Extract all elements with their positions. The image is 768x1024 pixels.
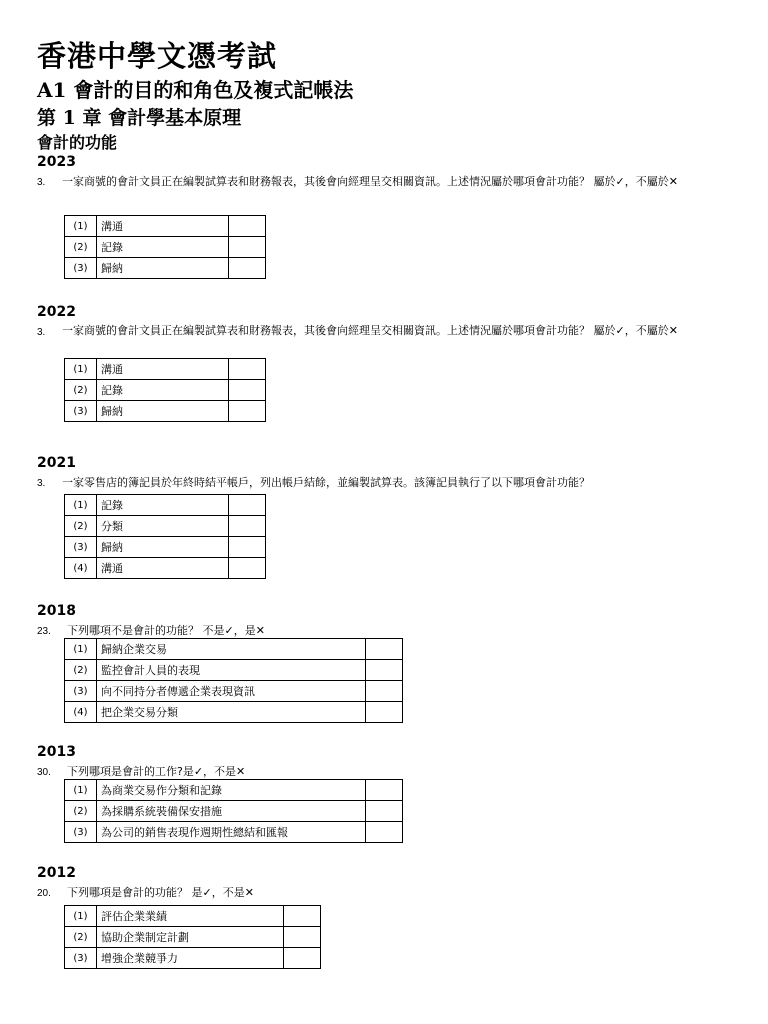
option-text: 監控會計人員的表現 bbox=[97, 660, 366, 681]
answer-cell[interactable] bbox=[229, 359, 266, 380]
question-number: 23. bbox=[37, 626, 51, 637]
option-number: (1) bbox=[65, 906, 97, 927]
option-number: (1) bbox=[65, 495, 97, 516]
option-number: (2) bbox=[65, 237, 97, 258]
options-table bbox=[64, 779, 403, 843]
answer-cell[interactable] bbox=[229, 537, 266, 558]
answer-cell[interactable] bbox=[229, 495, 266, 516]
option-text: 歸納 bbox=[97, 401, 229, 422]
question-year: 2022 bbox=[37, 304, 76, 320]
option-text: 歸納企業交易 bbox=[97, 639, 366, 660]
option-number: (2) bbox=[65, 660, 97, 681]
question-text: 下列哪項是會計的工作?是✓，不是✕ bbox=[67, 765, 246, 778]
option-row bbox=[65, 639, 403, 660]
option-row bbox=[65, 401, 266, 422]
option-row bbox=[65, 216, 266, 237]
options-table bbox=[64, 494, 266, 579]
option-number: (1) bbox=[65, 359, 97, 380]
answer-cell[interactable] bbox=[366, 702, 403, 723]
option-text: 歸納 bbox=[97, 258, 229, 279]
option-text: 記錄 bbox=[97, 495, 229, 516]
option-text: 為採購系統裝備保安措施 bbox=[97, 801, 366, 822]
option-row bbox=[65, 558, 266, 579]
option-text: 歸納 bbox=[97, 537, 229, 558]
option-row bbox=[65, 702, 403, 723]
option-row bbox=[65, 537, 266, 558]
answer-cell[interactable] bbox=[229, 401, 266, 422]
option-number: (4) bbox=[65, 702, 97, 723]
answer-cell[interactable] bbox=[229, 380, 266, 401]
answer-cell[interactable] bbox=[229, 558, 266, 579]
option-text: 記錄 bbox=[97, 237, 229, 258]
option-number: (4) bbox=[65, 558, 97, 579]
option-number: (3) bbox=[65, 948, 97, 969]
option-row bbox=[65, 681, 403, 702]
option-text: 溝通 bbox=[97, 558, 229, 579]
option-number: (3) bbox=[65, 258, 97, 279]
option-row bbox=[65, 927, 321, 948]
option-text: 為公司的銷售表現作週期性總結和匯報 bbox=[97, 822, 366, 843]
answer-cell[interactable] bbox=[284, 906, 321, 927]
option-row bbox=[65, 516, 266, 537]
option-number: (3) bbox=[65, 681, 97, 702]
question-text: 一家零售店的簿記員於年終時結平帳戶，列出帳戶結餘，並編製試算表。該簿記員執行了以下哪項會計功能？ bbox=[62, 476, 590, 489]
answer-cell[interactable] bbox=[366, 639, 403, 660]
option-row bbox=[65, 660, 403, 681]
option-number: (2) bbox=[65, 516, 97, 537]
question-year: 2023 bbox=[37, 154, 76, 170]
answer-cell[interactable] bbox=[366, 822, 403, 843]
option-text: 分類 bbox=[97, 516, 229, 537]
question-text: 下列哪項是會計的功能？ 是✓，不是✕ bbox=[67, 886, 254, 899]
option-number: (1) bbox=[65, 780, 97, 801]
exam-title: 香港中學文憑考試 bbox=[37, 39, 278, 73]
topic-title: 會計的功能 bbox=[37, 133, 118, 152]
option-row bbox=[65, 780, 403, 801]
option-number: (3) bbox=[65, 537, 97, 558]
option-number: (2) bbox=[65, 380, 97, 401]
options-table bbox=[64, 638, 403, 723]
question-text: 一家商號的會計文員正在編製試算表和財務報表，其後會向經理呈交相關資訊。上述情況屬於哪項會計功能？ 屬於✓，不屬於✕ bbox=[62, 324, 678, 337]
question-number: 3. bbox=[37, 327, 46, 338]
option-row bbox=[65, 801, 403, 822]
options-table bbox=[64, 358, 266, 422]
option-number: (2) bbox=[65, 927, 97, 948]
option-row bbox=[65, 380, 266, 401]
question-number: 20. bbox=[37, 888, 51, 899]
option-number: (3) bbox=[65, 822, 97, 843]
option-row bbox=[65, 948, 321, 969]
module-title: A1 會計的目的和角色及複式記帳法 bbox=[37, 78, 354, 102]
question-number: 30. bbox=[37, 767, 51, 778]
answer-cell[interactable] bbox=[229, 237, 266, 258]
answer-cell[interactable] bbox=[229, 516, 266, 537]
answer-cell[interactable] bbox=[366, 681, 403, 702]
option-row bbox=[65, 237, 266, 258]
option-row bbox=[65, 359, 266, 380]
question-year: 2012 bbox=[37, 865, 76, 881]
option-number: (3) bbox=[65, 401, 97, 422]
answer-cell[interactable] bbox=[366, 780, 403, 801]
answer-cell[interactable] bbox=[229, 216, 266, 237]
question-number: 3. bbox=[37, 177, 46, 188]
answer-cell[interactable] bbox=[284, 948, 321, 969]
option-number: (1) bbox=[65, 639, 97, 660]
option-row bbox=[65, 258, 266, 279]
option-text: 向不同持分者傳遞企業表現資訊 bbox=[97, 681, 366, 702]
option-text: 把企業交易分類 bbox=[97, 702, 366, 723]
options-table bbox=[64, 905, 321, 969]
option-row bbox=[65, 906, 321, 927]
question-number: 3. bbox=[37, 478, 46, 489]
option-text: 溝通 bbox=[97, 216, 229, 237]
option-text: 協助企業制定計劃 bbox=[97, 927, 284, 948]
question-text: 下列哪項不是會計的功能？ 不是✓，是✕ bbox=[67, 624, 265, 637]
option-row bbox=[65, 822, 403, 843]
answer-cell[interactable] bbox=[366, 660, 403, 681]
option-number: (2) bbox=[65, 801, 97, 822]
question-year: 2013 bbox=[37, 744, 76, 760]
option-text: 增強企業競爭力 bbox=[97, 948, 284, 969]
answer-cell[interactable] bbox=[229, 258, 266, 279]
question-year: 2021 bbox=[37, 455, 76, 471]
question-year: 2018 bbox=[37, 603, 76, 619]
answer-cell[interactable] bbox=[284, 927, 321, 948]
option-text: 記錄 bbox=[97, 380, 229, 401]
options-table bbox=[64, 215, 266, 279]
option-text: 評估企業業績 bbox=[97, 906, 284, 927]
answer-cell[interactable] bbox=[366, 801, 403, 822]
option-text: 為商業交易作分類和記錄 bbox=[97, 780, 366, 801]
chapter-title: 第 1 章 會計學基本原理 bbox=[37, 107, 242, 129]
question-text: 一家商號的會計文員正在編製試算表和財務報表，其後會向經理呈交相關資訊。上述情況屬於哪項會計功能？ 屬於✓，不屬於✕ bbox=[62, 175, 678, 188]
option-row bbox=[65, 495, 266, 516]
option-text: 溝通 bbox=[97, 359, 229, 380]
option-number: (1) bbox=[65, 216, 97, 237]
